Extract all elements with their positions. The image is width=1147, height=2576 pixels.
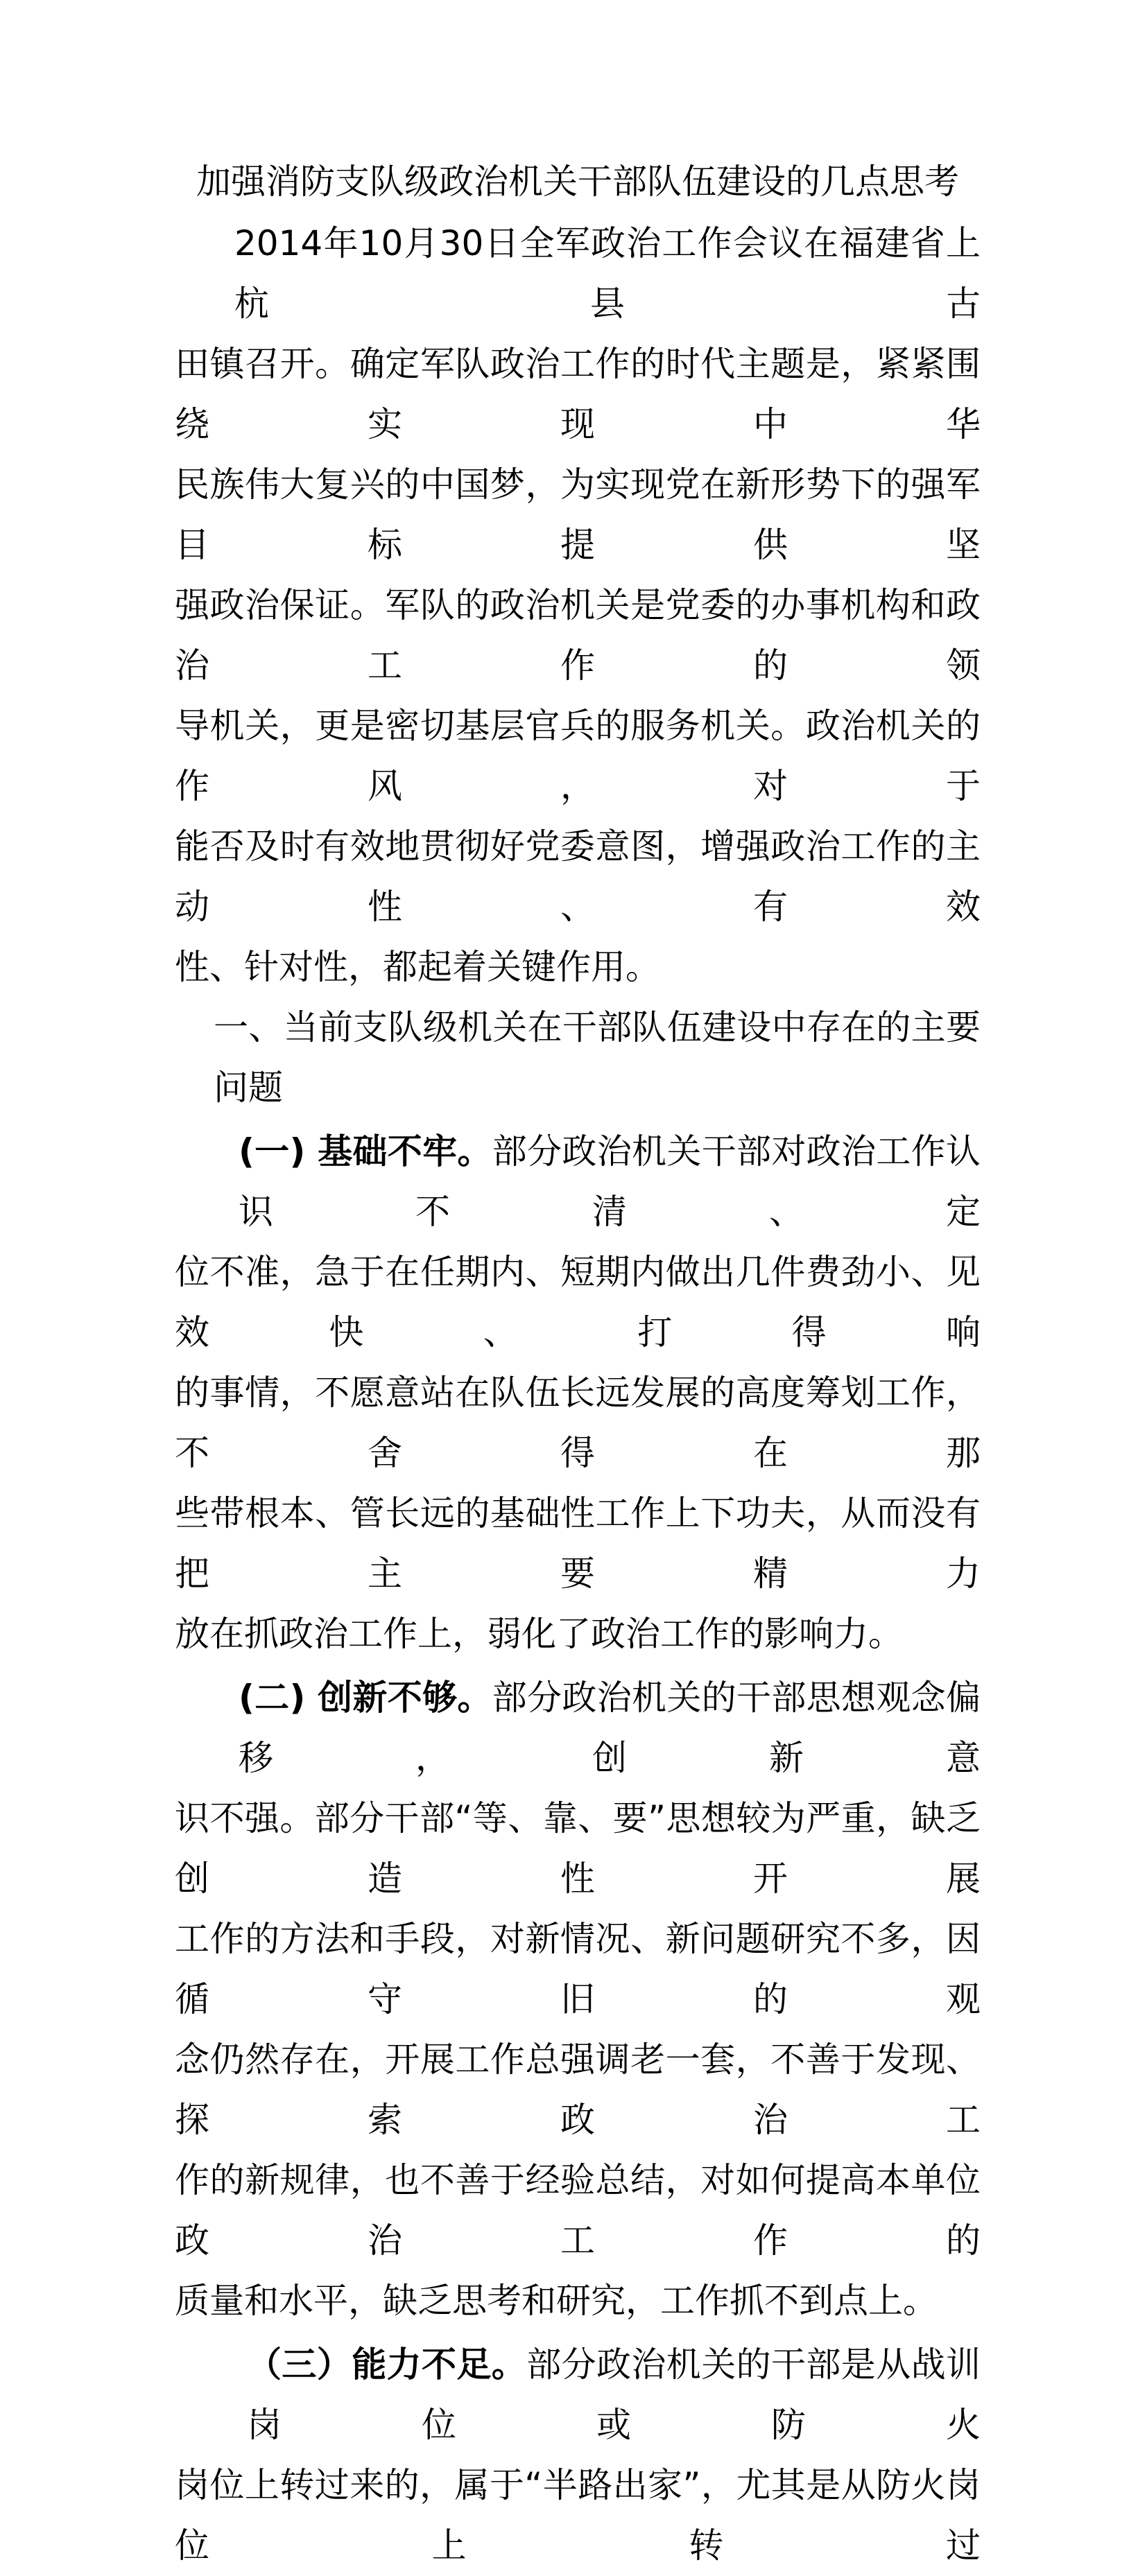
paragraph-line: 民族伟大复兴的中国梦，为实现党在新形势下的强军目标提供坚 xyxy=(175,464,981,565)
paragraph-line: 念仍然存在，开展工作总强调老一套，不善于发现、探索政治工 xyxy=(175,2039,981,2140)
document-title: 加强消防支队级政治机关干部队伍建设的几点思考 xyxy=(196,162,959,202)
line-text: 部分政治机关干部对政治工作认识不清、定 xyxy=(239,1131,981,1232)
paragraph-line: 岗位上转过来的，属于“半路出家”，尤其是从防火岗位上转过 xyxy=(175,2465,981,2566)
subsection-1 xyxy=(175,1122,981,1664)
paragraph-line xyxy=(175,1668,981,1789)
paragraph-line: 放在抓政治工作上，弱化了政治工作的影响力。 xyxy=(175,1614,903,1654)
line-text: 部分政治机关的干部是从战训岗位或防火 xyxy=(247,2344,981,2445)
paragraph-line: 些带根本、管长远的基础性工作上下功夫，从而没有把主要精力 xyxy=(175,1493,981,1594)
subsection-heading: （三）能力不足。 xyxy=(247,2344,527,2385)
paragraph-line: 识不强。部分干部“等、靠、要”思想较为严重，缺乏创造性开展 xyxy=(175,1798,981,1899)
subsection-2 xyxy=(175,1668,981,2331)
paragraph-line xyxy=(175,2335,981,2455)
paragraph-line: 田镇召开。确定军队政治工作的时代主题是，紧紧围绕实现中华 xyxy=(175,344,981,444)
paragraph-line: 质量和水平，缺乏思考和研究，工作抓不到点上。 xyxy=(175,2281,938,2321)
paragraph-line: 导机关，更是密切基层官兵的服务机关。政治机关的作风，对于 xyxy=(175,706,981,806)
line-text: 部分政治机关的干部思想观念偏移，创新意 xyxy=(239,1678,981,1778)
paragraph-line: 强政治保证。军队的政治机关是党委的办事机构和政治工作的领 xyxy=(175,585,981,686)
paragraph-line: 位不准，急于在任期内、短期内做出几件费劲小、见效快、打得响 xyxy=(175,1252,981,1352)
paragraph-line: 2014年10月30日全军政治工作会议在福建省上杭县古 xyxy=(234,223,981,324)
section-heading: 一、当前支队级机关在干部队伍建设中存在的主要问题 xyxy=(214,1007,981,1108)
subsection-3 xyxy=(175,2335,981,2576)
paragraph-line: 工作的方法和手段，对新情况、新问题研究不多，因循守旧的观 xyxy=(175,1919,981,2019)
paragraph-line: 性、针对性，都起着关键作用。 xyxy=(175,947,660,987)
subsection-heading: (二) 创新不够。 xyxy=(239,1678,492,1718)
document-page xyxy=(175,152,981,2576)
subsection-heading: (一) 基础不牢。 xyxy=(239,1131,492,1172)
intro-paragraph xyxy=(175,214,981,998)
paragraph-line: 能否及时有效地贯彻好党委意图，增强政治工作的主动性、有效 xyxy=(175,826,981,927)
paragraph-line xyxy=(175,1122,981,1242)
paragraph-line: 作的新规律，也不善于经验总结，对如何提高本单位政治工作的 xyxy=(175,2160,981,2261)
paragraph-line: 的事情，不愿意站在队伍长远发展的高度筹划工作，不舍得在那 xyxy=(175,1373,981,1473)
